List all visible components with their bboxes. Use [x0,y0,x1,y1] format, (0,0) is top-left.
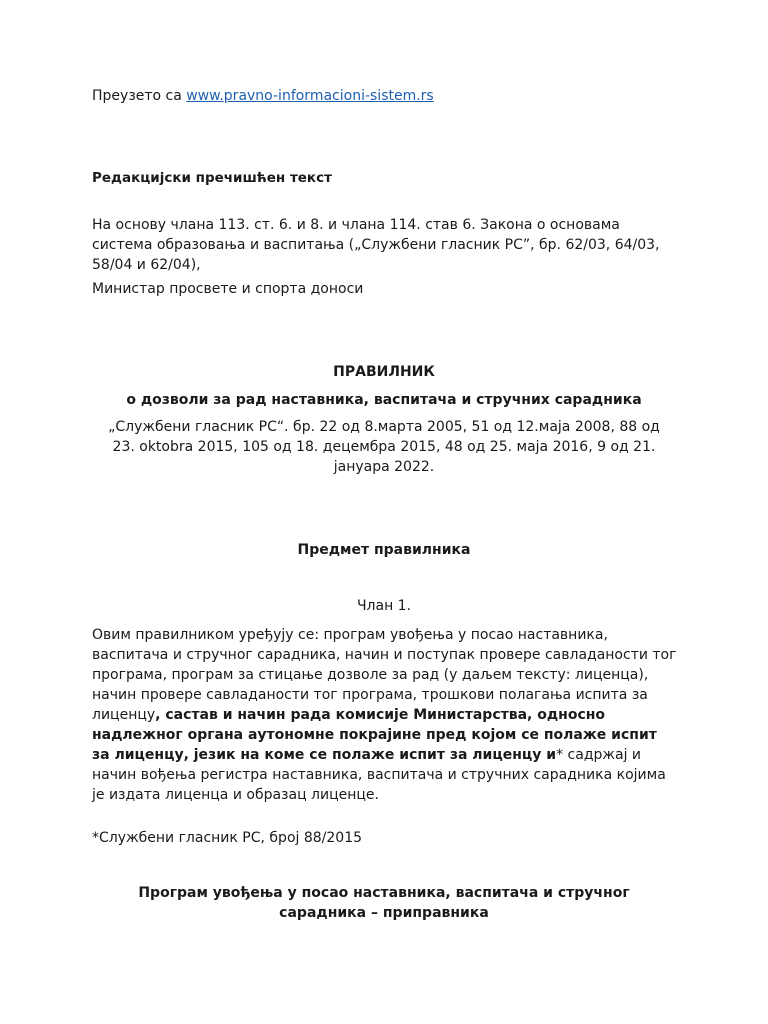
article-line [92,765,692,785]
footnote: *Службени гласник РС, број 88/2015 [92,830,363,846]
gazette-line: „Службени гласник РС“. бр. 22 од 8.марта 2005, 51 од 12.маја 2008, 88 од [108,419,660,435]
article-line [92,785,692,805]
preamble-line: На основу члана 113. ст. 6. и 8. и члана 114. став 6. Закона о основама [92,217,620,233]
article-text: је издата лиценца и образац лиценце. [92,787,379,803]
article-label: Члан 1. [356,598,412,614]
article-line [92,725,692,745]
source-link[interactable]: www.pravno-informacioni-sistem.rs [186,88,434,104]
article-text: програма, програм за стицање дозволе за рад (у даљем тексту: лиценца), [92,667,649,683]
gazette-line: јануара 2022. [333,459,435,475]
article-body [92,625,692,805]
next-heading-line: сарадника – приправника [279,905,489,921]
minister-line: Министар просвете и спорта доноси [92,281,364,297]
article-text-bold: надлежног органа аутономне покрајине пред којом се полаже испит [92,727,657,743]
article-text: начин провере савладаности тог програма, трошкови полагања испита за [92,687,648,703]
article-text: васпитача и стручног сарадника, начин и поступак провере савладаности тог [92,647,677,663]
next-heading-line: Програм увођења у посао наставника, васпитача и стручног [138,885,630,901]
article-text-bold: за лиценцу, језик на коме се полаже испит за лиценцу и [92,747,557,763]
article-text: Овим правилником уређују се: програм увођења у посао наставника, [92,627,608,643]
article-line [92,645,692,665]
document-title: ПРАВИЛНИК [333,364,435,380]
article-text-bold: , састав и начин рада комисије Министарства, односно [155,707,606,723]
article-line [92,625,692,645]
article-line [92,745,692,765]
article-text: * садржај и [556,747,642,763]
gazette-line: 23. oktobra 2015, 105 од 18. децембра 2015, 48 од 25. маја 2016, 9 од 21. [112,439,656,455]
preamble-line: 58/04 и 62/04), [92,257,201,273]
article-line [92,665,692,685]
preamble-basis [92,215,682,275]
next-heading [86,883,682,923]
article-line [92,685,692,705]
article-line [92,705,692,725]
section-heading: Предмет правилника [297,542,471,558]
redaction-note: Редакцијски пречишћен текст [92,170,332,186]
source-line [92,86,682,106]
document-subtitle: о дозволи за рад наставника, васпитача и стручних сарадника [126,392,642,408]
article-text: начин вођења регистра наставника, васпитача и стручних сарадника којима [92,767,666,783]
preamble-line: система образовања и васпитања („Службени гласник РС”, бр. 62/03, 64/03, [92,237,660,253]
source-prefix: Преузето са [92,88,187,104]
gazette-reference [80,417,688,477]
article-text: лиценцу [92,707,156,723]
